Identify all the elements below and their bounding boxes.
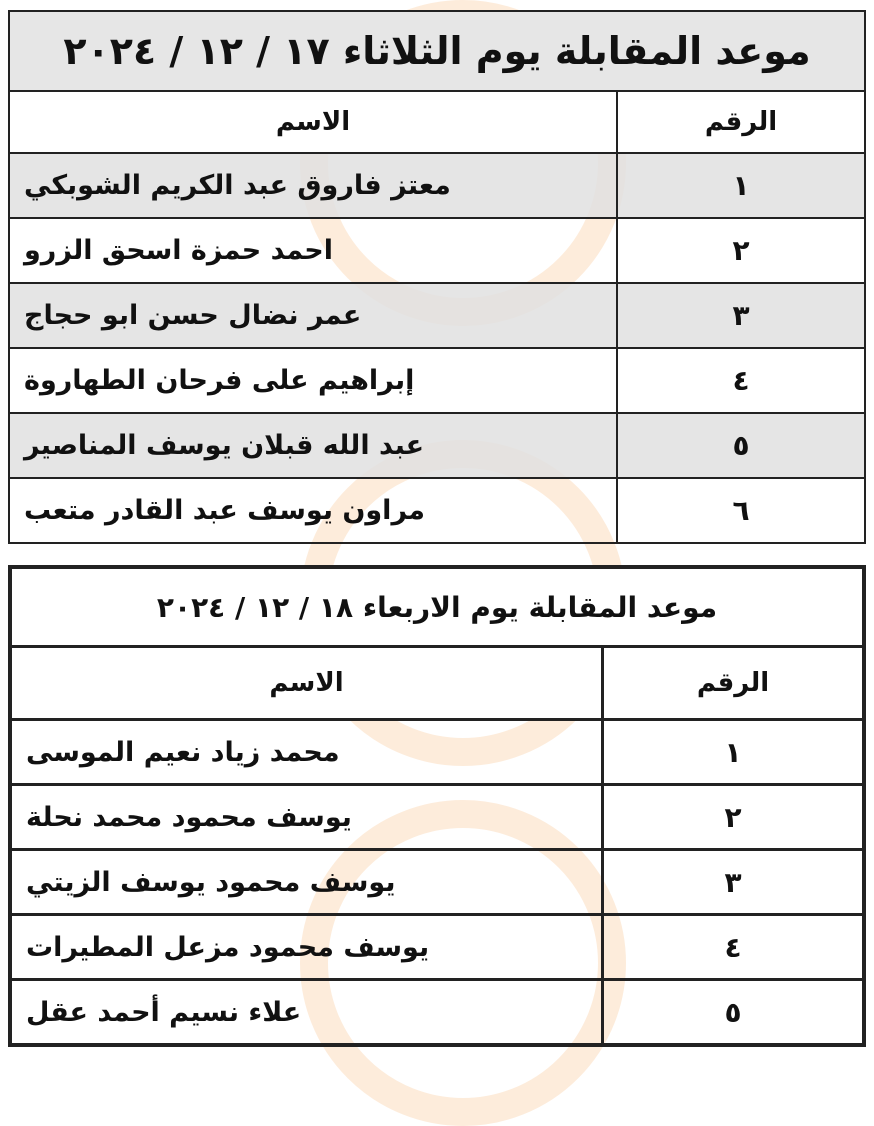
table-row (9, 478, 865, 543)
table-row (9, 413, 865, 478)
row-number: ٥ (617, 413, 865, 478)
table-row (9, 218, 865, 283)
row-number: ٥ (603, 980, 865, 1046)
table-row (10, 785, 864, 850)
table-title: موعد المقابلة يوم الاربعاء ١٨ / ١٢ / ٢٠٢٤ (10, 567, 864, 647)
table-row (9, 283, 865, 348)
row-name: إبراهيم على فرحان الطهاروة (24, 365, 415, 396)
header-number: الرقم (617, 91, 865, 153)
row-name: احمد حمزة اسحق الزرو (24, 235, 334, 266)
row-number: ٦ (617, 478, 865, 543)
table-row (10, 720, 864, 785)
row-number: ١ (617, 153, 865, 218)
interview-table-wednesday (8, 565, 866, 1047)
table-row (10, 850, 864, 915)
row-number: ٢ (617, 218, 865, 283)
row-number: ٤ (617, 348, 865, 413)
row-name: عمر نضال حسن ابو حجاج (24, 300, 362, 331)
row-number: ٤ (603, 915, 865, 980)
row-number: ٢ (603, 785, 865, 850)
row-number: ٣ (617, 283, 865, 348)
table-row (10, 915, 864, 980)
row-number: ١ (603, 720, 865, 785)
row-name: معتز فاروق عبد الكريم الشوبكي (24, 170, 451, 201)
header-number: الرقم (603, 647, 865, 720)
table-row (9, 153, 865, 218)
row-name: يوسف محمود مزعل المطيرات (26, 931, 430, 963)
row-name: يوسف محمود محمد نحلة (26, 801, 352, 833)
header-name: الاسم (9, 91, 617, 153)
row-name: يوسف محمود يوسف الزيتي (26, 866, 396, 898)
interview-table-tuesday (8, 10, 866, 544)
table-row (9, 348, 865, 413)
row-name: محمد زياد نعيم الموسى (26, 736, 340, 768)
row-name: مراون يوسف عبد القادر متعب (24, 495, 425, 526)
row-name: عبد الله قبلان يوسف المناصير (24, 430, 425, 461)
header-name: الاسم (10, 647, 603, 720)
row-number: ٣ (603, 850, 865, 915)
row-name: علاء نسيم أحمد عقل (26, 996, 302, 1028)
table-title: موعد المقابلة يوم الثلاثاء ١٧ / ١٢ / ٢٠٢٤ (9, 11, 865, 91)
table-row (10, 980, 864, 1046)
